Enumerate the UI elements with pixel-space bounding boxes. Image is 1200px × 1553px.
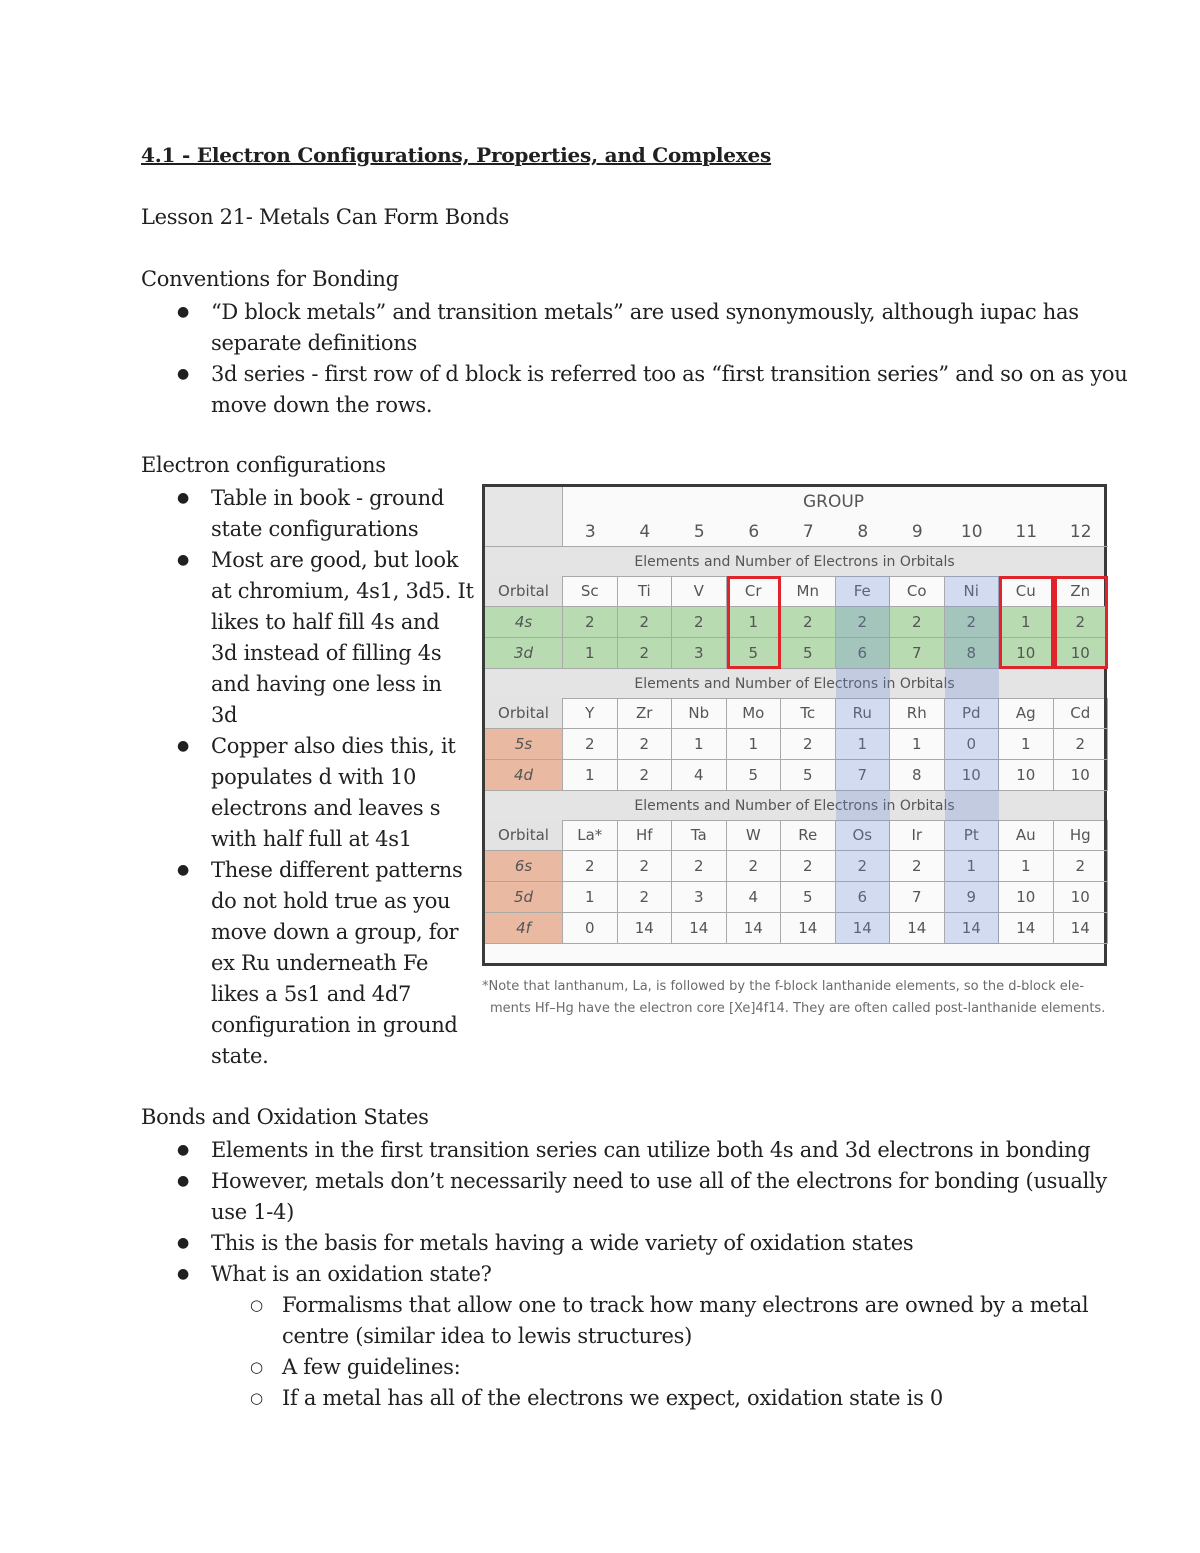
electron-count: 10 bbox=[945, 760, 1000, 791]
electron-count: 14 bbox=[1054, 913, 1109, 944]
electron-count: 14 bbox=[672, 913, 727, 944]
electron-count: 7 bbox=[890, 882, 945, 913]
conventions-heading: Conventions for Bonding bbox=[141, 267, 399, 291]
electron-count: 2 bbox=[618, 638, 673, 669]
electron-count: 2 bbox=[672, 851, 727, 882]
anomaly-highlight-box bbox=[1054, 576, 1109, 669]
element-symbol: Re bbox=[781, 820, 836, 851]
element-symbol: Ti bbox=[618, 576, 673, 607]
electron-count: 10 bbox=[999, 638, 1054, 669]
electron-count: 10 bbox=[999, 760, 1054, 791]
electron-count: 4 bbox=[672, 760, 727, 791]
orbital-name: 4d bbox=[485, 760, 563, 791]
sub-bullet-icon: ○ bbox=[250, 1296, 263, 1314]
element-symbol: Hf bbox=[618, 820, 673, 851]
electron-count: 2 bbox=[781, 729, 836, 760]
bullet-icon: ● bbox=[177, 366, 189, 382]
electron-count: 2 bbox=[836, 851, 891, 882]
bullet-text-line: Copper also dies this, it bbox=[211, 734, 456, 758]
electron-count: 5 bbox=[781, 638, 836, 669]
electron-count: 1 bbox=[563, 760, 618, 791]
group-number: 11 bbox=[999, 517, 1054, 547]
element-symbol: Y bbox=[563, 698, 618, 729]
element-symbol: Cr bbox=[727, 576, 782, 607]
configs-bullet bbox=[141, 545, 474, 731]
highlight-column bbox=[945, 576, 1000, 944]
element-symbol: Mn bbox=[781, 576, 836, 607]
sub-bullet-icon: ○ bbox=[250, 1389, 263, 1407]
electron-count: 1 bbox=[727, 607, 782, 638]
bullet-text-line: A few guidelines: bbox=[282, 1355, 461, 1379]
configs-list bbox=[141, 483, 474, 1072]
conventions-bullet bbox=[141, 297, 1128, 359]
bullet-text-line: ex Ru underneath Fe bbox=[211, 951, 429, 975]
electron-count: 2 bbox=[618, 607, 673, 638]
element-symbol: Ag bbox=[999, 698, 1054, 729]
bullet-text-line: configuration in ground bbox=[211, 1013, 458, 1037]
bullet-icon: ● bbox=[177, 1142, 189, 1158]
bullet-text-line: likes a 5s1 and 4d7 bbox=[211, 982, 412, 1006]
electron-count: 5 bbox=[727, 638, 782, 669]
anomaly-highlight-box bbox=[999, 576, 1054, 669]
electron-count: 10 bbox=[1054, 760, 1109, 791]
element-symbol: Sc bbox=[563, 576, 618, 607]
bonds-bullet bbox=[141, 1228, 1107, 1259]
element-symbol: Nb bbox=[672, 698, 727, 729]
electron-count: 6 bbox=[836, 638, 891, 669]
configs-heading: Electron configurations bbox=[141, 453, 386, 477]
group-label: GROUP bbox=[802, 492, 865, 512]
group-number: 3 bbox=[563, 517, 618, 547]
group-number: 6 bbox=[727, 517, 782, 547]
orbital-band-label: Elements and Number of Electrons in Orbitals bbox=[485, 547, 1104, 577]
electron-count: 14 bbox=[781, 913, 836, 944]
configs-bullet bbox=[141, 855, 474, 1072]
element-symbol: W bbox=[727, 820, 782, 851]
element-symbol: Zr bbox=[618, 698, 673, 729]
electron-count: 9 bbox=[945, 882, 1000, 913]
bonds-bullet bbox=[141, 1166, 1107, 1228]
electron-count: 8 bbox=[945, 638, 1000, 669]
electron-count: 2 bbox=[727, 851, 782, 882]
electron-count: 2 bbox=[563, 851, 618, 882]
group-number: 7 bbox=[781, 517, 836, 547]
electron-count: 10 bbox=[1054, 638, 1109, 669]
electron-count: 2 bbox=[672, 607, 727, 638]
element-symbol: Tc bbox=[781, 698, 836, 729]
lesson-title: Lesson 21- Metals Can Form Bonds bbox=[141, 205, 510, 229]
electron-count: 2 bbox=[1054, 607, 1109, 638]
bullet-icon: ● bbox=[177, 304, 189, 320]
bonds-list bbox=[141, 1135, 1107, 1290]
electron-count: 14 bbox=[890, 913, 945, 944]
bullet-text-line: Table in book - ground bbox=[211, 486, 444, 510]
bonds-bullet bbox=[141, 1259, 1107, 1290]
bullet-text-line: electrons and leaves s bbox=[211, 796, 441, 820]
electron-count: 10 bbox=[999, 882, 1054, 913]
highlight-column bbox=[836, 576, 891, 944]
electron-count: 7 bbox=[836, 760, 891, 791]
electron-count: 1 bbox=[727, 729, 782, 760]
element-symbol: Ta bbox=[672, 820, 727, 851]
orbital-name: 3d bbox=[485, 638, 563, 669]
bullet-text-line: populates d with 10 bbox=[211, 765, 417, 789]
orbital-name: 5s bbox=[485, 729, 563, 760]
element-symbol: V bbox=[672, 576, 727, 607]
bullet-text-line: 3d instead of filling 4s bbox=[211, 641, 442, 665]
group-number: 12 bbox=[1054, 517, 1109, 547]
element-symbol: Mo bbox=[727, 698, 782, 729]
bullet-text-line: 3d bbox=[211, 703, 238, 727]
bullet-text-line: What is an oxidation state? bbox=[211, 1262, 492, 1286]
footnote-line-1: *Note that lanthanum, La, is followed by the f-block lanthanide elements, so the d-block ele- bbox=[482, 979, 1085, 994]
electron-count: 14 bbox=[999, 913, 1054, 944]
element-symbol: Zn bbox=[1054, 576, 1109, 607]
bullet-text-line: Formalisms that allow one to track how many electrons are owned by a metal bbox=[282, 1293, 1089, 1317]
group-number: 5 bbox=[672, 517, 727, 547]
orbital-label: Orbital bbox=[485, 820, 563, 851]
element-symbol: La* bbox=[563, 820, 618, 851]
orbital-label: Orbital bbox=[485, 698, 563, 729]
bullet-text-line: This is the basis for metals having a wide variety of oxidation states bbox=[211, 1231, 914, 1255]
electron-count: 10 bbox=[1054, 882, 1109, 913]
electron-count: 3 bbox=[672, 882, 727, 913]
orbital-name: 5d bbox=[485, 882, 563, 913]
bonds-bullet bbox=[141, 1135, 1107, 1166]
electron-count: 1 bbox=[836, 729, 891, 760]
oxidation-sub-list bbox=[141, 1290, 1088, 1414]
bullet-text-line: Elements in the first transition series can utilize both 4s and 3d electrons in bonding bbox=[211, 1138, 1091, 1162]
bullet-text-line: with half full at 4s1 bbox=[211, 827, 412, 851]
electron-count: 1 bbox=[945, 851, 1000, 882]
orbital-label: Orbital bbox=[485, 576, 563, 607]
table-footnote bbox=[482, 976, 1122, 1020]
electron-count: 2 bbox=[618, 851, 673, 882]
bullet-text-line: use 1-4) bbox=[211, 1200, 295, 1224]
electron-count: 1 bbox=[999, 729, 1054, 760]
element-symbol: Cd bbox=[1054, 698, 1109, 729]
group-number: 10 bbox=[945, 517, 1000, 547]
electron-count: 2 bbox=[563, 607, 618, 638]
electron-count: 7 bbox=[890, 638, 945, 669]
electron-count: 6 bbox=[836, 882, 891, 913]
electron-count: 14 bbox=[618, 913, 673, 944]
electron-count: 2 bbox=[836, 607, 891, 638]
electron-count: 2 bbox=[781, 851, 836, 882]
bullet-text-line: Most are good, but look bbox=[211, 548, 459, 572]
electron-count: 1 bbox=[999, 607, 1054, 638]
orbital-band-label: Elements and Number of Electrons in Orbitals bbox=[485, 791, 1104, 821]
bullet-icon: ● bbox=[177, 1173, 189, 1189]
bonds-heading: Bonds and Oxidation States bbox=[141, 1105, 429, 1129]
footnote-line-2: ments Hf–Hg have the electron core [Xe]4f14. They are often called post-lanthanide elements. bbox=[490, 1001, 1106, 1016]
page-title: 4.1 - Electron Configurations, Properties, and Complexes bbox=[141, 143, 772, 167]
group-number: 4 bbox=[618, 517, 673, 547]
orbital-name: 6s bbox=[485, 851, 563, 882]
header-corner bbox=[485, 487, 563, 547]
bullet-text-line: and having one less in bbox=[211, 672, 442, 696]
electron-count: 14 bbox=[945, 913, 1000, 944]
electron-count: 1 bbox=[999, 851, 1054, 882]
orbital-name: 4s bbox=[485, 607, 563, 638]
bullet-text-line: move down the rows. bbox=[211, 393, 433, 417]
bullet-text-line: move down a group, for bbox=[211, 920, 459, 944]
element-symbol: Ni bbox=[945, 576, 1000, 607]
orbital-name: 4f bbox=[485, 913, 563, 944]
electron-count: 2 bbox=[563, 729, 618, 760]
group-number: 9 bbox=[890, 517, 945, 547]
electron-count: 4 bbox=[727, 882, 782, 913]
anomaly-highlight-box bbox=[727, 576, 782, 669]
bullet-icon: ● bbox=[177, 490, 189, 506]
bullet-text-line: separate definitions bbox=[211, 331, 417, 355]
electron-count: 1 bbox=[672, 729, 727, 760]
element-symbol: Pd bbox=[945, 698, 1000, 729]
electron-count: 5 bbox=[781, 760, 836, 791]
electron-count: 2 bbox=[781, 607, 836, 638]
conventions-list bbox=[141, 297, 1128, 421]
electron-count: 2 bbox=[1054, 729, 1109, 760]
bullet-text-line: likes to half fill 4s and bbox=[211, 610, 440, 634]
electron-count: 2 bbox=[890, 607, 945, 638]
oxidation-sub-bullet bbox=[141, 1352, 1088, 1383]
bullet-text-line: state. bbox=[211, 1044, 269, 1068]
element-symbol: Co bbox=[890, 576, 945, 607]
element-symbol: Cu bbox=[999, 576, 1054, 607]
table-frame bbox=[482, 484, 1107, 966]
electron-count: 2 bbox=[945, 607, 1000, 638]
bullet-text-line: “D block metals” and transition metals” are used synonymously, although iupac has bbox=[211, 300, 1079, 324]
element-symbol: Rh bbox=[890, 698, 945, 729]
electron-configuration-table bbox=[482, 484, 1107, 966]
bullet-text-line: centre (similar idea to lewis structures) bbox=[282, 1324, 693, 1348]
bullet-text-line: If a metal has all of the electrons we expect, oxidation state is 0 bbox=[282, 1386, 943, 1410]
orbital-band-label: Elements and Number of Electrons in Orbitals bbox=[485, 669, 1104, 699]
electron-count: 1 bbox=[890, 729, 945, 760]
conventions-bullet bbox=[141, 359, 1128, 421]
configs-bullet bbox=[141, 731, 474, 855]
element-symbol: Ir bbox=[890, 820, 945, 851]
electron-count: 8 bbox=[890, 760, 945, 791]
configs-bullet bbox=[141, 483, 474, 545]
electron-count: 5 bbox=[727, 760, 782, 791]
electron-count: 2 bbox=[618, 729, 673, 760]
electron-count: 1 bbox=[563, 882, 618, 913]
element-symbol: Os bbox=[836, 820, 891, 851]
sub-bullet-icon: ○ bbox=[250, 1358, 263, 1376]
electron-count: 3 bbox=[672, 638, 727, 669]
bullet-icon: ● bbox=[177, 738, 189, 754]
electron-count: 2 bbox=[618, 760, 673, 791]
bullet-icon: ● bbox=[177, 1235, 189, 1251]
element-symbol: Hg bbox=[1054, 820, 1109, 851]
bullet-text-line: 3d series - first row of d block is referred too as “first transition series” and so on as you bbox=[211, 362, 1128, 386]
bullet-text-line: do not hold true as you bbox=[211, 889, 451, 913]
bullet-icon: ● bbox=[177, 1266, 189, 1282]
electron-count: 2 bbox=[890, 851, 945, 882]
bullet-text-line: at chromium, 4s1, 3d5. It bbox=[211, 579, 474, 603]
electron-count: 5 bbox=[781, 882, 836, 913]
group-number: 8 bbox=[836, 517, 891, 547]
bullet-icon: ● bbox=[177, 552, 189, 568]
element-symbol: Au bbox=[999, 820, 1054, 851]
electron-count: 1 bbox=[563, 638, 618, 669]
bullet-icon: ● bbox=[177, 862, 189, 878]
electron-count: 2 bbox=[618, 882, 673, 913]
bullet-text-line: state configurations bbox=[211, 517, 419, 541]
bullet-text-line: However, metals don’t necessarily need to use all of the electrons for bonding (usually bbox=[211, 1169, 1107, 1193]
electron-count: 0 bbox=[945, 729, 1000, 760]
electron-count: 14 bbox=[727, 913, 782, 944]
bullet-text-line: These different patterns bbox=[211, 858, 463, 882]
element-symbol: Pt bbox=[945, 820, 1000, 851]
element-symbol: Ru bbox=[836, 698, 891, 729]
electron-count: 2 bbox=[1054, 851, 1109, 882]
oxidation-sub-bullet bbox=[141, 1290, 1088, 1352]
element-symbol: Fe bbox=[836, 576, 891, 607]
oxidation-sub-bullet bbox=[141, 1383, 1088, 1414]
electron-count: 14 bbox=[836, 913, 891, 944]
electron-count: 0 bbox=[563, 913, 618, 944]
